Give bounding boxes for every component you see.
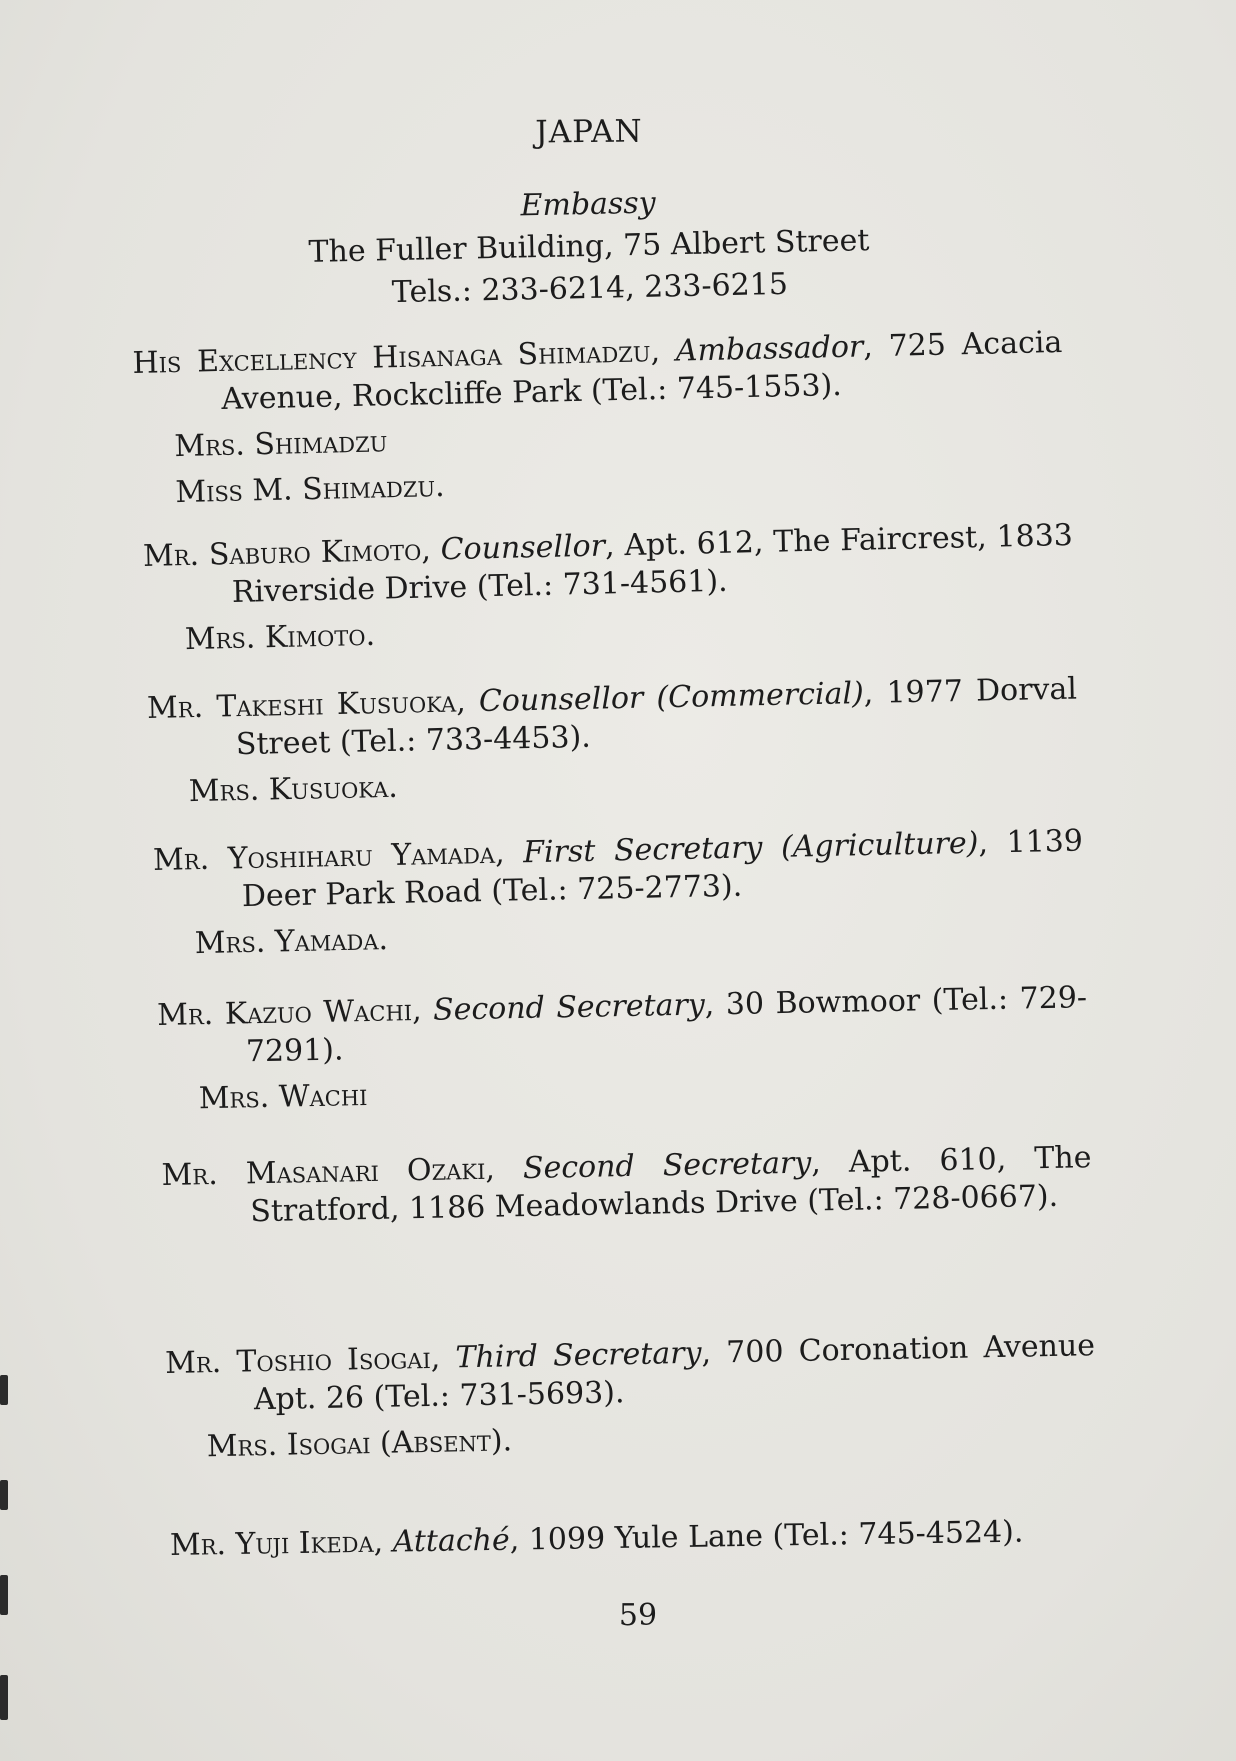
- page-number: 59: [618, 1598, 658, 1633]
- entry-name: Mr. Kazuo Wachi: [156, 993, 413, 1034]
- entry-title: Second Secretary: [522, 1145, 812, 1187]
- entry-name: Mr. Takeshi Kusuoka: [146, 684, 457, 727]
- embassy-header: [0, 172, 1179, 323]
- binding-ring: [0, 1375, 8, 1405]
- entry-title: First Secretary (Agriculture): [522, 825, 979, 871]
- diplomat-entry: [153, 823, 1085, 964]
- entry-details: 1139 Deer Park Road (Tel.: 725-2773).: [241, 823, 1084, 915]
- family-member: Mrs. Kimoto.: [184, 617, 376, 658]
- entry-name: Mr. Masanari Ozaki: [161, 1151, 486, 1194]
- entry-main: Mr. Yuji Ikeda, Attaché, 1099 Yule Lane (Tel.: 745-4524).: [169, 1514, 1024, 1563]
- entry-main: His Excellency Hisanaga Shimadzu, Ambassador, 725 Acacia Avenue, Rockcliffe Park (Tel.: 745-1553).: [132, 324, 1063, 418]
- embassy-address: The Fuller Building, 75 Albert Street: [308, 223, 870, 270]
- entry-main: Mr. Masanari Ozaki, Second Secretary, Apt. 610, The Stratford, 1186 Meadowlands Drive (Tel.: 728-0667).: [161, 1140, 1092, 1230]
- binding-ring: [0, 1675, 8, 1720]
- entry-details: 1099 Yule Lane (Tel.: 745-4524).: [528, 1514, 1024, 1558]
- family-member: Miss M. Shimadzu.: [175, 468, 446, 511]
- entry-details: Apt. 610, The Stratford, 1186 Meadowlands Drive (Tel.: 728-0667).: [250, 1140, 1092, 1230]
- family-member: Mrs. Wachi: [198, 1077, 368, 1117]
- embassy-telephones: Tels.: 233-6214, 233-6215: [391, 266, 789, 311]
- binding-ring: [0, 1480, 8, 1510]
- entry-title: Ambassador: [675, 329, 864, 369]
- entry-details: 1977 Dorval Street (Tel.: 733-4453).: [235, 671, 1078, 763]
- entry-title: Second Secretary: [432, 987, 706, 1028]
- entry-main: Mr. Takeshi Kusuoka, Counsellor (Commercial), 1977 Dorval Street (Tel.: 733-4453).: [146, 671, 1078, 763]
- entry-title: Counsellor (Commercial): [478, 676, 865, 720]
- diplomat-entry: [165, 1327, 1097, 1467]
- diplomat-entry: [161, 1139, 1092, 1233]
- family-member: Mrs. Isogai (Absent).: [206, 1423, 513, 1465]
- entry-title: Counsellor: [440, 528, 606, 568]
- entry-details: 700 Coronation Avenue Apt. 26 (Tel.: 731-5693).: [253, 1328, 1096, 1418]
- entry-main: Mr. Yoshiharu Yamada, First Secretary (Agriculture), 1139 Deer Park Road (Tel.: 725-2773).: [152, 823, 1084, 915]
- family-member: Mrs. Kusuoka.: [188, 769, 399, 810]
- entry-name: Mr. Toshio Isogai: [164, 1340, 432, 1382]
- family-member: Mrs. Shimadzu: [174, 424, 388, 465]
- diplomat-entry: [157, 979, 1089, 1119]
- entry-main: Mr. Kazuo Wachi, Second Secretary, 30 Bowmoor (Tel.: 729-7291).: [156, 980, 1088, 1070]
- family-member: Mrs. Yamada.: [194, 922, 389, 962]
- entry-main: Mr. Saburo Kimoto, Counsellor, Apt. 612, The Faircrest, 1833 Riverside Drive (Tel.: 731-4561).: [142, 517, 1074, 611]
- entry-title: Third Secretary: [455, 1335, 702, 1376]
- entry-name: Mr. Saburo Kimoto: [142, 532, 422, 575]
- entry-name: Mr. Yoshiharu Yamada: [152, 835, 496, 879]
- binding-ring: [0, 1575, 8, 1615]
- entry-title: Attaché: [392, 1522, 510, 1560]
- entry-details: 725 Acacia Avenue, Rockcliffe Park (Tel.: 745-1553).: [220, 324, 1063, 418]
- embassy-label: Embassy: [520, 185, 657, 224]
- entry-name: Mr. Yuji Ikeda: [169, 1524, 374, 1563]
- entry-main: Mr. Toshio Isogai, Third Secretary, 700 Coronation Avenue Apt. 26 (Tel.: 731-5693).: [164, 1328, 1096, 1418]
- diplomat-entry: [143, 517, 1076, 660]
- entry-name: His Excellency Hisanaga Shimadzu: [132, 334, 651, 382]
- entry-details: Apt. 612, The Faircrest, 1833 Riverside Drive (Tel.: 731-4561).: [231, 517, 1074, 611]
- diplomat-entry: [147, 671, 1079, 812]
- diplomat-entry: [170, 1512, 1100, 1565]
- country-heading: JAPAN: [535, 113, 643, 151]
- entry-details: 30 Bowmoor (Tel.: 729-7291).: [245, 980, 1088, 1070]
- diplomat-entry: [132, 324, 1066, 513]
